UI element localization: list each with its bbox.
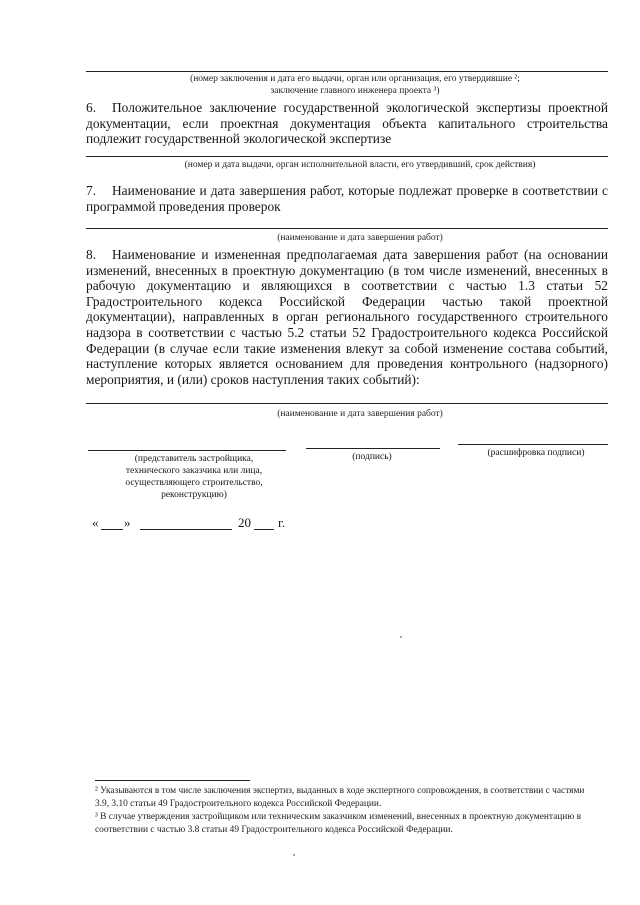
section7-number: 7. [86,183,97,198]
section5-caption-line2: заключение главного инженера проекта ³) [270,86,440,96]
section8-text: Наименование и измененная предполагаемая дата завершения работ (на основании изменений, внесенных в проектную документацию (в том числе изменений, внесенных в рабочую документацию и являющихся в соответствии с частью 1.3 статьи 52 Градостроительного кодекса Российской Федерации частью такой проектной документации), направленных в орган регионального государственного строительного надзора в соответствии с частью 5.2 статьи 52 Градостроительного кодекса Российской Федерации (в случае если такие изменения влекут за собой изменение состава событий, наступление которых является основанием для проведения контрольного (надзорного) мероприятия, и (или) сроков наступления таких событий): [86,247,608,387]
date-open-quote: « [92,515,99,530]
date-line [92,515,312,533]
footnote-2: ² Указываются в том числе заключения экспертиз, выданных в ходе экспертного сопровождения, в соответствии с частями 3.9, 3.10 статьи 49 Градостроительного кодекса Российской Федерации. [95,786,585,809]
day-blank [101,529,123,530]
month-blank [140,529,232,530]
section7-caption: (наименование и дата завершения работ) [277,233,443,243]
section6-value-line [86,156,608,157]
signature-line [306,448,440,449]
representative-line [88,450,286,451]
year-prefix: 20 [238,515,251,530]
signature-label: (подпись) [352,452,392,462]
section8-caption: (наименование и дата завершения работ) [277,409,443,419]
section8-value-line [86,403,608,404]
representative-label: (представитель застройщика, технического заказчика или лица, осуществляющего строительство, реконструкцию) [125,454,263,500]
year-blank [254,529,274,530]
scan-speck [400,636,402,638]
date-close-quote: » [124,515,131,530]
section5-value-line [86,71,608,72]
section6-caption: (номер и дата выдачи, орган исполнительной власти, его утвердивший, срок действия) [184,160,536,170]
footnote-3: ³ В случае утверждения застройщиком или техническим заказчиком изменений, внесенных в проектную документацию в соответствии с частью 3.8 статьи 49 Градостроительного кодекса Российской Федерации. [95,812,582,835]
section8-number: 8. [86,247,97,262]
section7-text: Наименование и дата завершения работ, которые подлежат проверке в соответствии с программой проведения проверок [86,183,608,214]
decoding-label: (расшифровка подписи) [487,448,585,458]
year-suffix: г. [278,515,286,530]
section7-paragraph [86,183,608,214]
section5-caption [100,73,610,97]
section6-paragraph [86,100,608,147]
decoding-line [458,444,608,445]
section5-caption-line1: (номер заключения и дата его выдачи, орган или организация, его утвердившие ²; [190,74,520,84]
section8-paragraph [86,247,608,387]
section7-value-line [86,228,608,229]
footnote-separator [95,780,250,781]
section6-number: 6. [86,100,97,115]
section6-text: Положительное заключение государственной экологической экспертизы проектной документации, если проектная документация объекта капитального строительства подлежит государственной экологической экспертизе [86,100,608,147]
scan-speck [293,854,295,856]
